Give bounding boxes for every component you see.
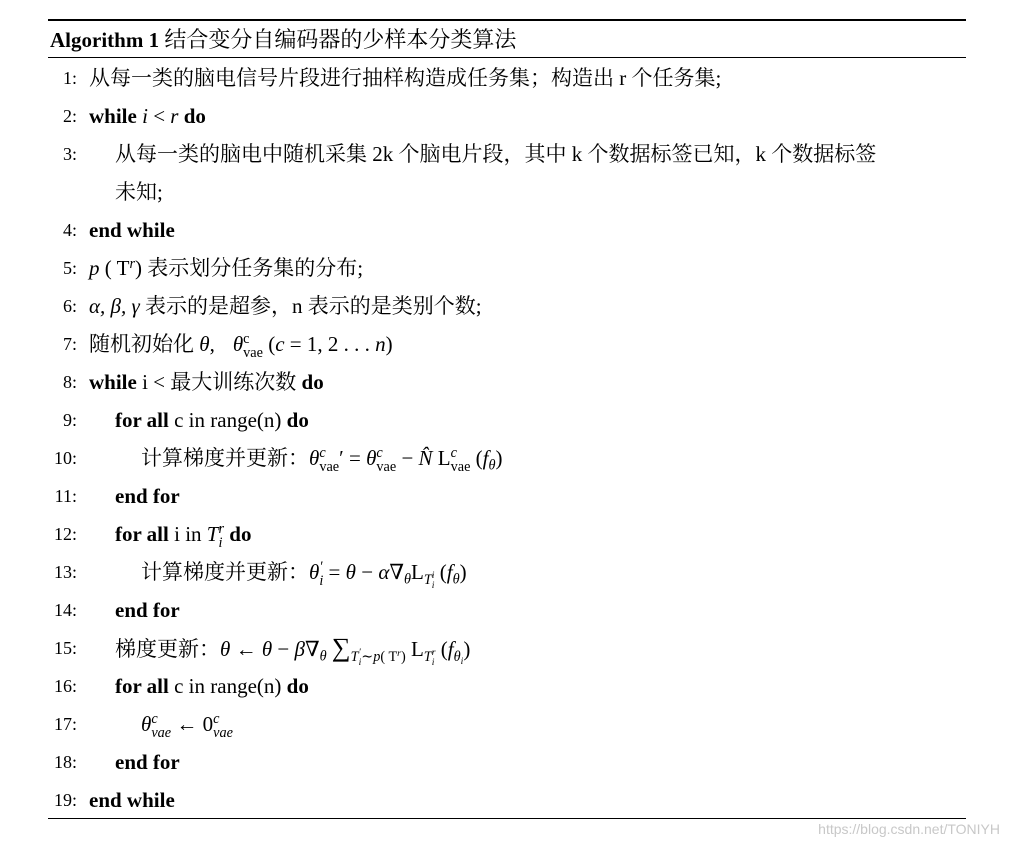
subscript: θ: [452, 571, 460, 588]
subscript: i: [431, 579, 435, 591]
script-stack: [451, 446, 471, 475]
subscript-group: [423, 569, 435, 591]
math-theta: θ: [141, 712, 152, 736]
superscript: r: [397, 647, 401, 659]
line-number: 1:: [62, 68, 77, 88]
sim-sign: ∼: [361, 648, 374, 665]
math-theta: θ: [366, 446, 377, 470]
for-iterator: i in: [174, 522, 202, 546]
top-rule: [48, 19, 966, 21]
comma: ,: [209, 332, 215, 356]
math-loss: L: [437, 446, 451, 470]
math-loss: L: [410, 637, 424, 661]
math-theta: θ: [309, 446, 320, 470]
subscript: i: [319, 572, 324, 589]
algorithm-label: Algorithm 1: [50, 28, 160, 52]
keyword-do: do: [301, 370, 324, 394]
open-paren: (: [268, 332, 276, 356]
close-paren: ): [400, 648, 406, 665]
keyword-do: do: [229, 522, 252, 546]
distribution-statement: [89, 249, 363, 287]
math-r: r: [170, 104, 179, 128]
line-number: 8:: [62, 372, 77, 392]
superscript: r: [218, 520, 225, 537]
superscript: r: [431, 646, 436, 658]
math-T: T: [388, 648, 398, 665]
equals-sign: =: [328, 560, 341, 584]
superscript: c: [376, 444, 383, 461]
superscript: c: [151, 710, 158, 727]
keyword-end-for: end for: [115, 598, 180, 622]
math-beta: β: [294, 637, 305, 661]
line-text: 随机初始化: [89, 332, 194, 356]
keyword-do: do: [183, 104, 206, 128]
close-paren: ): [459, 560, 467, 584]
line-number: 19:: [53, 790, 77, 810]
update-statement: [141, 553, 467, 591]
update-statement: [141, 439, 503, 477]
line-number: 11:: [54, 486, 77, 506]
subscript: i: [460, 655, 464, 667]
keyword-while: while: [89, 370, 137, 394]
algorithm-title: [50, 24, 516, 56]
algorithm-line-9: [0, 401, 1012, 439]
algorithm-line-6: [0, 287, 1012, 325]
left-arrow: ←: [235, 637, 257, 661]
close-paren: ): [495, 446, 503, 470]
subscript: vae: [319, 458, 340, 475]
subscript-group: [454, 649, 464, 665]
math-theta: θ: [345, 560, 356, 584]
algorithm-line-16: [0, 667, 1012, 705]
line-number: 17:: [53, 714, 77, 734]
math-theta: θ: [220, 637, 231, 661]
summation-sign: ∑: [331, 633, 351, 662]
summation-subscript: [350, 646, 406, 668]
algorithm-line-11: [0, 477, 1012, 515]
subscript: θ: [319, 648, 327, 665]
script-stack: [218, 522, 224, 551]
math-T: T: [423, 571, 432, 588]
math-alpha: α: [378, 560, 390, 584]
keyword-for-all: for all: [115, 408, 169, 432]
open-paren: (: [104, 256, 112, 280]
algorithm-line-1: [0, 59, 1012, 97]
math-n-hat: N̂: [418, 446, 433, 470]
less-than-sign: <: [153, 104, 166, 128]
keyword-end-for: end for: [115, 750, 180, 774]
init-statement: [89, 325, 393, 363]
superscript: i: [431, 569, 435, 581]
math-T: T: [116, 256, 130, 280]
line-text: 计算梯度并更新：: [141, 446, 309, 470]
left-arrow: ←: [176, 712, 198, 736]
math-c: c: [275, 332, 285, 356]
for-statement: [115, 515, 251, 553]
nabla: ∇: [304, 637, 320, 661]
minus-sign: −: [277, 637, 290, 661]
while-statement: [89, 97, 206, 135]
line-number: 14:: [53, 600, 77, 620]
subscript: i: [358, 656, 362, 668]
keyword-for-all: for all: [115, 522, 169, 546]
line-text: 表示划分任务集的分布;: [147, 256, 364, 280]
subscript: vae: [243, 344, 263, 361]
subscript: vae: [213, 724, 233, 741]
line-number: 5:: [62, 258, 77, 278]
line-number: 12:: [53, 524, 77, 544]
subscript: vae: [151, 724, 172, 741]
close-paren: ): [385, 332, 393, 356]
while-statement: [89, 363, 324, 401]
algorithm-line-7: [0, 325, 1012, 363]
math-zero: 0: [202, 712, 214, 736]
math-f: f: [447, 637, 454, 661]
subscript: i: [431, 656, 435, 668]
math-f: f: [482, 446, 489, 470]
math-f: f: [446, 560, 453, 584]
equals-sign: =: [348, 446, 361, 470]
line-number: 6:: [62, 296, 77, 316]
minus-sign: −: [401, 446, 414, 470]
line-number: 18:: [53, 752, 77, 772]
superscript: c: [450, 444, 457, 461]
line-text: 从每一类的脑电中随机采集 2k 个脑电片段，其中 k 个数据标签已知，k 个数据标签: [115, 142, 877, 166]
range-text: = 1, 2 . . .: [289, 332, 370, 356]
line-number: 16:: [53, 676, 77, 696]
subscript-group: [423, 646, 436, 668]
subscript: θ: [404, 571, 412, 588]
nabla: ∇: [389, 560, 405, 584]
line-text: 表示的是超参，n 表示的是类别个数;: [145, 294, 482, 318]
line-number: 15:: [53, 638, 77, 658]
math-theta: θ: [232, 332, 244, 356]
for-iterator: c in range(n): [174, 408, 282, 432]
algorithm-line-3-continued: [0, 173, 1012, 211]
watermark: https://blog.csdn.net/TONIYH: [818, 821, 1000, 837]
script-stack: [432, 571, 435, 590]
open-paren: (: [439, 560, 447, 584]
algorithm-line-14: [0, 591, 1012, 629]
script-stack: [319, 446, 339, 475]
minus-sign: −: [361, 560, 374, 584]
algorithm-line-8: [0, 363, 1012, 401]
line-number: 9:: [62, 410, 77, 430]
math-theta: θ: [199, 332, 210, 356]
algorithm-line-5: [0, 249, 1012, 287]
prime: ′: [339, 446, 344, 470]
open-paren: (: [475, 446, 483, 470]
superscript: c: [213, 710, 220, 727]
superscript: c: [319, 444, 326, 461]
line-number: 2:: [62, 106, 77, 126]
math-greek-params: α, β, γ: [89, 294, 140, 318]
line-number: 4:: [62, 220, 77, 240]
open-paren: (: [440, 637, 448, 661]
keyword-do: do: [286, 674, 309, 698]
math-theta: θ: [261, 637, 273, 661]
gradient-update-statement: [115, 629, 470, 668]
line-number: 13:: [53, 562, 77, 582]
script-stack: [376, 446, 396, 475]
math-loss: L: [411, 560, 424, 584]
keyword-do: do: [286, 408, 309, 432]
algorithm-line-13: [0, 553, 1012, 591]
script-stack: [243, 332, 263, 361]
algorithm-line-15: [0, 629, 1012, 667]
superscript: c: [243, 330, 250, 347]
line-text: 梯度更新：: [115, 637, 220, 661]
for-iterator: c in range(n): [174, 674, 282, 698]
subscript: θ: [453, 648, 461, 665]
algorithm-body: [0, 59, 1012, 819]
math-T: T: [423, 648, 432, 665]
close-paren: ): [135, 256, 143, 280]
algorithm-line-12: [0, 515, 1012, 553]
algorithm-line-18: [0, 743, 1012, 781]
math-n: n: [375, 332, 386, 356]
line-text: 从每一类的脑电信号片段进行抽样构造成任务集；构造出 r 个任务集;: [89, 66, 722, 90]
math-T: T: [206, 522, 219, 546]
algorithm-line-4: [0, 211, 1012, 249]
keyword-end-while: end while: [89, 788, 175, 812]
algorithm-line-2: [0, 97, 1012, 135]
line-number: 7:: [62, 334, 77, 354]
math-T: T: [350, 648, 359, 665]
line-text: 计算梯度并更新：: [141, 560, 309, 584]
reset-statement: [141, 705, 233, 743]
superscript: ′: [358, 646, 361, 658]
script-stack: [432, 648, 436, 667]
subscript: θ: [488, 457, 496, 474]
hyperparameter-statement: [89, 287, 482, 325]
algorithm-line-10: [0, 439, 1012, 477]
keyword-while: while: [89, 104, 137, 128]
math-p: p: [89, 256, 100, 280]
script-stack: [151, 712, 171, 741]
close-paren: ): [463, 637, 471, 661]
for-statement: [115, 401, 309, 439]
while-condition: i < 最大训练次数: [142, 370, 297, 394]
subscript: i: [218, 534, 223, 551]
title-rule: [48, 57, 966, 58]
script-stack: [213, 712, 233, 741]
line-number: 10:: [53, 448, 77, 468]
keyword-end-while: end while: [89, 218, 175, 242]
open-paren: (: [380, 648, 386, 665]
subscript: vae: [450, 458, 471, 475]
algorithm-name: 结合变分自编码器的少样本分类算法: [164, 27, 517, 52]
math-theta: θ: [309, 560, 320, 584]
algorithm-line-19: [0, 781, 1012, 819]
math-p: p: [373, 648, 381, 665]
superscript: ′: [319, 558, 323, 575]
line-number: 3:: [62, 144, 77, 164]
algorithm-line-3: [0, 135, 1012, 173]
script-stack: [319, 560, 323, 589]
keyword-end-for: end for: [115, 484, 180, 508]
line-text-continued: 未知;: [115, 180, 163, 204]
math-i: i: [142, 104, 148, 128]
keyword-for-all: for all: [115, 674, 169, 698]
for-statement: [115, 667, 309, 705]
algorithm-line-17: [0, 705, 1012, 743]
subscript: vae: [376, 458, 397, 475]
superscript: r: [129, 255, 136, 272]
